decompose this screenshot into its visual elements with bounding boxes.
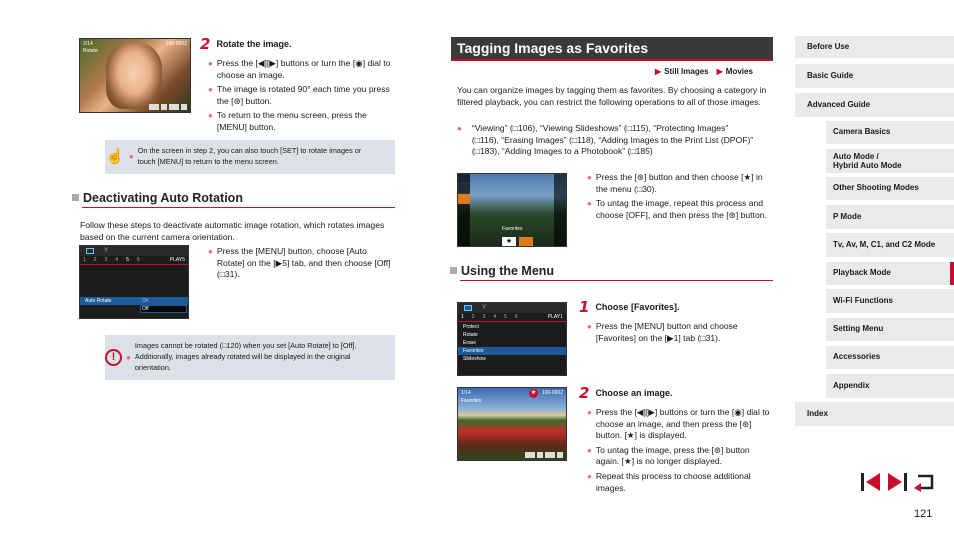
image-counter: 1/14 [461, 390, 471, 396]
bullet-text: “Viewing” (□106), “Viewing Slideshows” (□115), “Protecting Images” (□116), “Erasing Images” (□118), “Adding Images to the Print List (DPOF)” (□183), “Adding Images to a Photobook” (□185) [471, 123, 754, 157]
favorites-bullets [587, 172, 772, 224]
previous-page-icon[interactable] [860, 472, 882, 492]
triangle-right-icon: ▶ [655, 67, 662, 76]
caution-text: Images cannot be rotated (□120) when you set [Auto Rotate] to [Off]. Additionally, images already rotated will be displayed in the original orientation. [134, 341, 357, 372]
option-on: On [142, 298, 149, 304]
star-icon: ★ [502, 237, 516, 246]
tab-label: PLAY5 [169, 257, 185, 263]
section-title: Using the Menu [461, 264, 555, 278]
step-number: 2 [200, 35, 211, 53]
rotate-label: Rotate [83, 48, 98, 54]
file-number: 100-0002 [541, 390, 563, 396]
menu-item-rotate: Rotate [463, 332, 478, 338]
step-1-choose-favorites [579, 300, 772, 347]
menu-item-erase: Erase [463, 340, 477, 346]
caution-box [105, 335, 395, 380]
nav-advanced-guide[interactable]: Advanced Guide [795, 93, 954, 117]
play1-menu-screen [457, 302, 567, 376]
bullet-icon: ● [457, 124, 462, 133]
star-option-row [502, 237, 533, 246]
tip-text: On the screen in step 2, you can also touch [SET] to rotate images or touch [MENU] to return to the menu screen. [137, 146, 362, 166]
nav-index[interactable]: Index [795, 402, 954, 426]
bullet-icon: ● [587, 199, 592, 209]
section-divider [460, 280, 773, 281]
nav-p-mode[interactable]: P Mode [826, 205, 954, 229]
nav-other-shooting-modes[interactable]: Other Shooting Modes [826, 177, 954, 200]
section-using-the-menu [450, 263, 773, 281]
option-off: Off [142, 306, 149, 312]
page-title-bar [451, 37, 773, 61]
page-nav-buttons [860, 472, 936, 492]
auto-rotate-menu-screen [79, 245, 189, 319]
bullet-text: Press the [◀][▶] buttons or turn the [◉] dial to choose an image, and then press the [⊛] button. [★] is displayed. [595, 407, 770, 441]
bullet-icon: ● [587, 322, 592, 331]
bullet-text: Press the [MENU] button, choose [Auto Rotate] on the [▶5] tab, and then choose [Off] (□31). [216, 246, 391, 280]
nav-tv-av-m-mode[interactable]: Tv, Av, M, C1, and C2 Mode [826, 233, 954, 257]
step-title: Choose an image. [595, 388, 673, 399]
page-title: Tagging Images as Favorites [457, 39, 649, 56]
favorites-label: Favorites [502, 226, 523, 232]
menu-item-protect: Protect [463, 324, 479, 330]
tab-numbers: 1 2 3 4 5 6 [83, 257, 140, 263]
favorites-func-screen [457, 173, 567, 247]
bullet-icon: ● [126, 352, 131, 362]
section-divider [82, 207, 395, 208]
bullet-icon: ● [587, 471, 592, 481]
caution-icon: ! [105, 349, 122, 366]
hand-pointer-icon: ☝ [105, 147, 125, 165]
menu-item-auto-rotate: Auto Rotate [85, 298, 112, 304]
bullet-icon: ● [208, 85, 213, 95]
nav-wifi-functions[interactable]: Wi-Fi Functions [826, 289, 954, 313]
step-number: 2 [579, 384, 590, 402]
bullet-text: Press the [◀][▶] buttons or turn the [◉] dial to choose an image. [216, 58, 391, 80]
media-tags [655, 67, 753, 78]
section-intro: Follow these steps to deactivate automatic image rotation, which rotates images based on the current camera orientation. [80, 220, 385, 242]
play-tab-icon [86, 248, 94, 254]
favorite-star-badge: ★ [530, 390, 537, 396]
step-title: Rotate the image. [216, 39, 292, 50]
func-menu-right [554, 174, 566, 246]
step-2-choose-image [579, 386, 772, 497]
child-photo [106, 43, 162, 109]
step-number: 1 [579, 298, 590, 316]
wrench-tab-icon: ϒ [482, 304, 487, 311]
bullet-icon: ● [587, 408, 592, 417]
back-icon[interactable] [912, 472, 936, 492]
wrench-tab-icon: ϒ [104, 247, 109, 254]
image-counter: 2/14 [83, 41, 93, 47]
bullet-icon: ● [208, 111, 213, 121]
section-marker-icon [450, 267, 457, 274]
page-number: 121 [914, 508, 933, 520]
bullet-text: To untag the image, press the [⊛] button again. [★] is no longer displayed. [595, 444, 750, 467]
operations-list [457, 123, 757, 161]
step-2-rotate [200, 37, 395, 137]
bullet-icon: ● [587, 445, 592, 455]
nav-appendix[interactable]: Appendix [826, 374, 954, 398]
bullet-text: To return to the menu screen, press the [MENU] button. [216, 110, 367, 132]
triangle-right-icon: ▶ [716, 67, 723, 76]
off-icon [519, 237, 533, 246]
bullet-icon: ● [208, 59, 213, 68]
tab-label: PLAY1 [547, 314, 563, 320]
set-menu-icons [525, 452, 563, 458]
menu-item-favorites: Favorites [463, 348, 484, 354]
section-title: Deactivating Auto Rotation [83, 191, 243, 205]
movies-tag: Movies [725, 67, 753, 76]
favorites-mode-label: Favorites [461, 398, 482, 404]
bullet-icon: ● [208, 247, 213, 256]
next-page-icon[interactable] [886, 472, 908, 492]
auto-rotate-instruction [208, 246, 395, 284]
nav-setting-menu[interactable]: Setting Menu [826, 318, 954, 341]
nav-playback-mode[interactable]: Playback Mode [826, 262, 954, 285]
nav-basic-guide[interactable]: Basic Guide [795, 64, 954, 88]
bullet-text: To untag the image, repeat this process and choose [OFF], and then press the [⊛] button. [595, 198, 767, 220]
bullet-text: Press the [⊛] button and then choose [★] in the menu (□30). [595, 172, 763, 194]
favorites-intro: You can organize images by tagging them as favorites. By choosing a category in filtered playback, you can restrict the following operations to all of those images. [457, 85, 767, 107]
menu-item-slideshow: Slideshow [463, 356, 486, 362]
func-menu-column [458, 174, 470, 246]
bullet-icon: ● [128, 152, 134, 161]
tab-numbers: 1 2 3 4 5 6 [461, 314, 518, 320]
nav-before-use[interactable]: Before Use [795, 36, 954, 58]
section-deactivating-auto-rotation [72, 190, 395, 208]
nav-camera-basics[interactable]: Camera Basics [826, 121, 954, 144]
nav-accessories[interactable]: Accessories [826, 346, 954, 369]
play-tab-icon [464, 305, 472, 311]
step-title: Choose [Favorites]. [595, 302, 680, 313]
set-menu-icons [149, 104, 187, 110]
favorites-image-screen [457, 387, 567, 461]
rotate-screen [79, 38, 191, 113]
tip-box [105, 140, 395, 174]
bullet-text: Press the [MENU] button and choose [Favorites] on the [▶1] tab (□31). [595, 321, 738, 343]
section-marker-icon [72, 194, 79, 201]
bullet-text: Repeat this process to choose additional images. [595, 470, 751, 493]
nav-auto-mode[interactable]: Auto Mode / Hybrid Auto Mode [826, 149, 954, 173]
file-number: 100-0002 [165, 41, 187, 47]
still-images-tag: Still Images [664, 67, 709, 76]
bullet-text: The image is rotated 90° each time you press the [⊛] button. [216, 84, 390, 106]
bullet-icon: ● [587, 173, 592, 182]
